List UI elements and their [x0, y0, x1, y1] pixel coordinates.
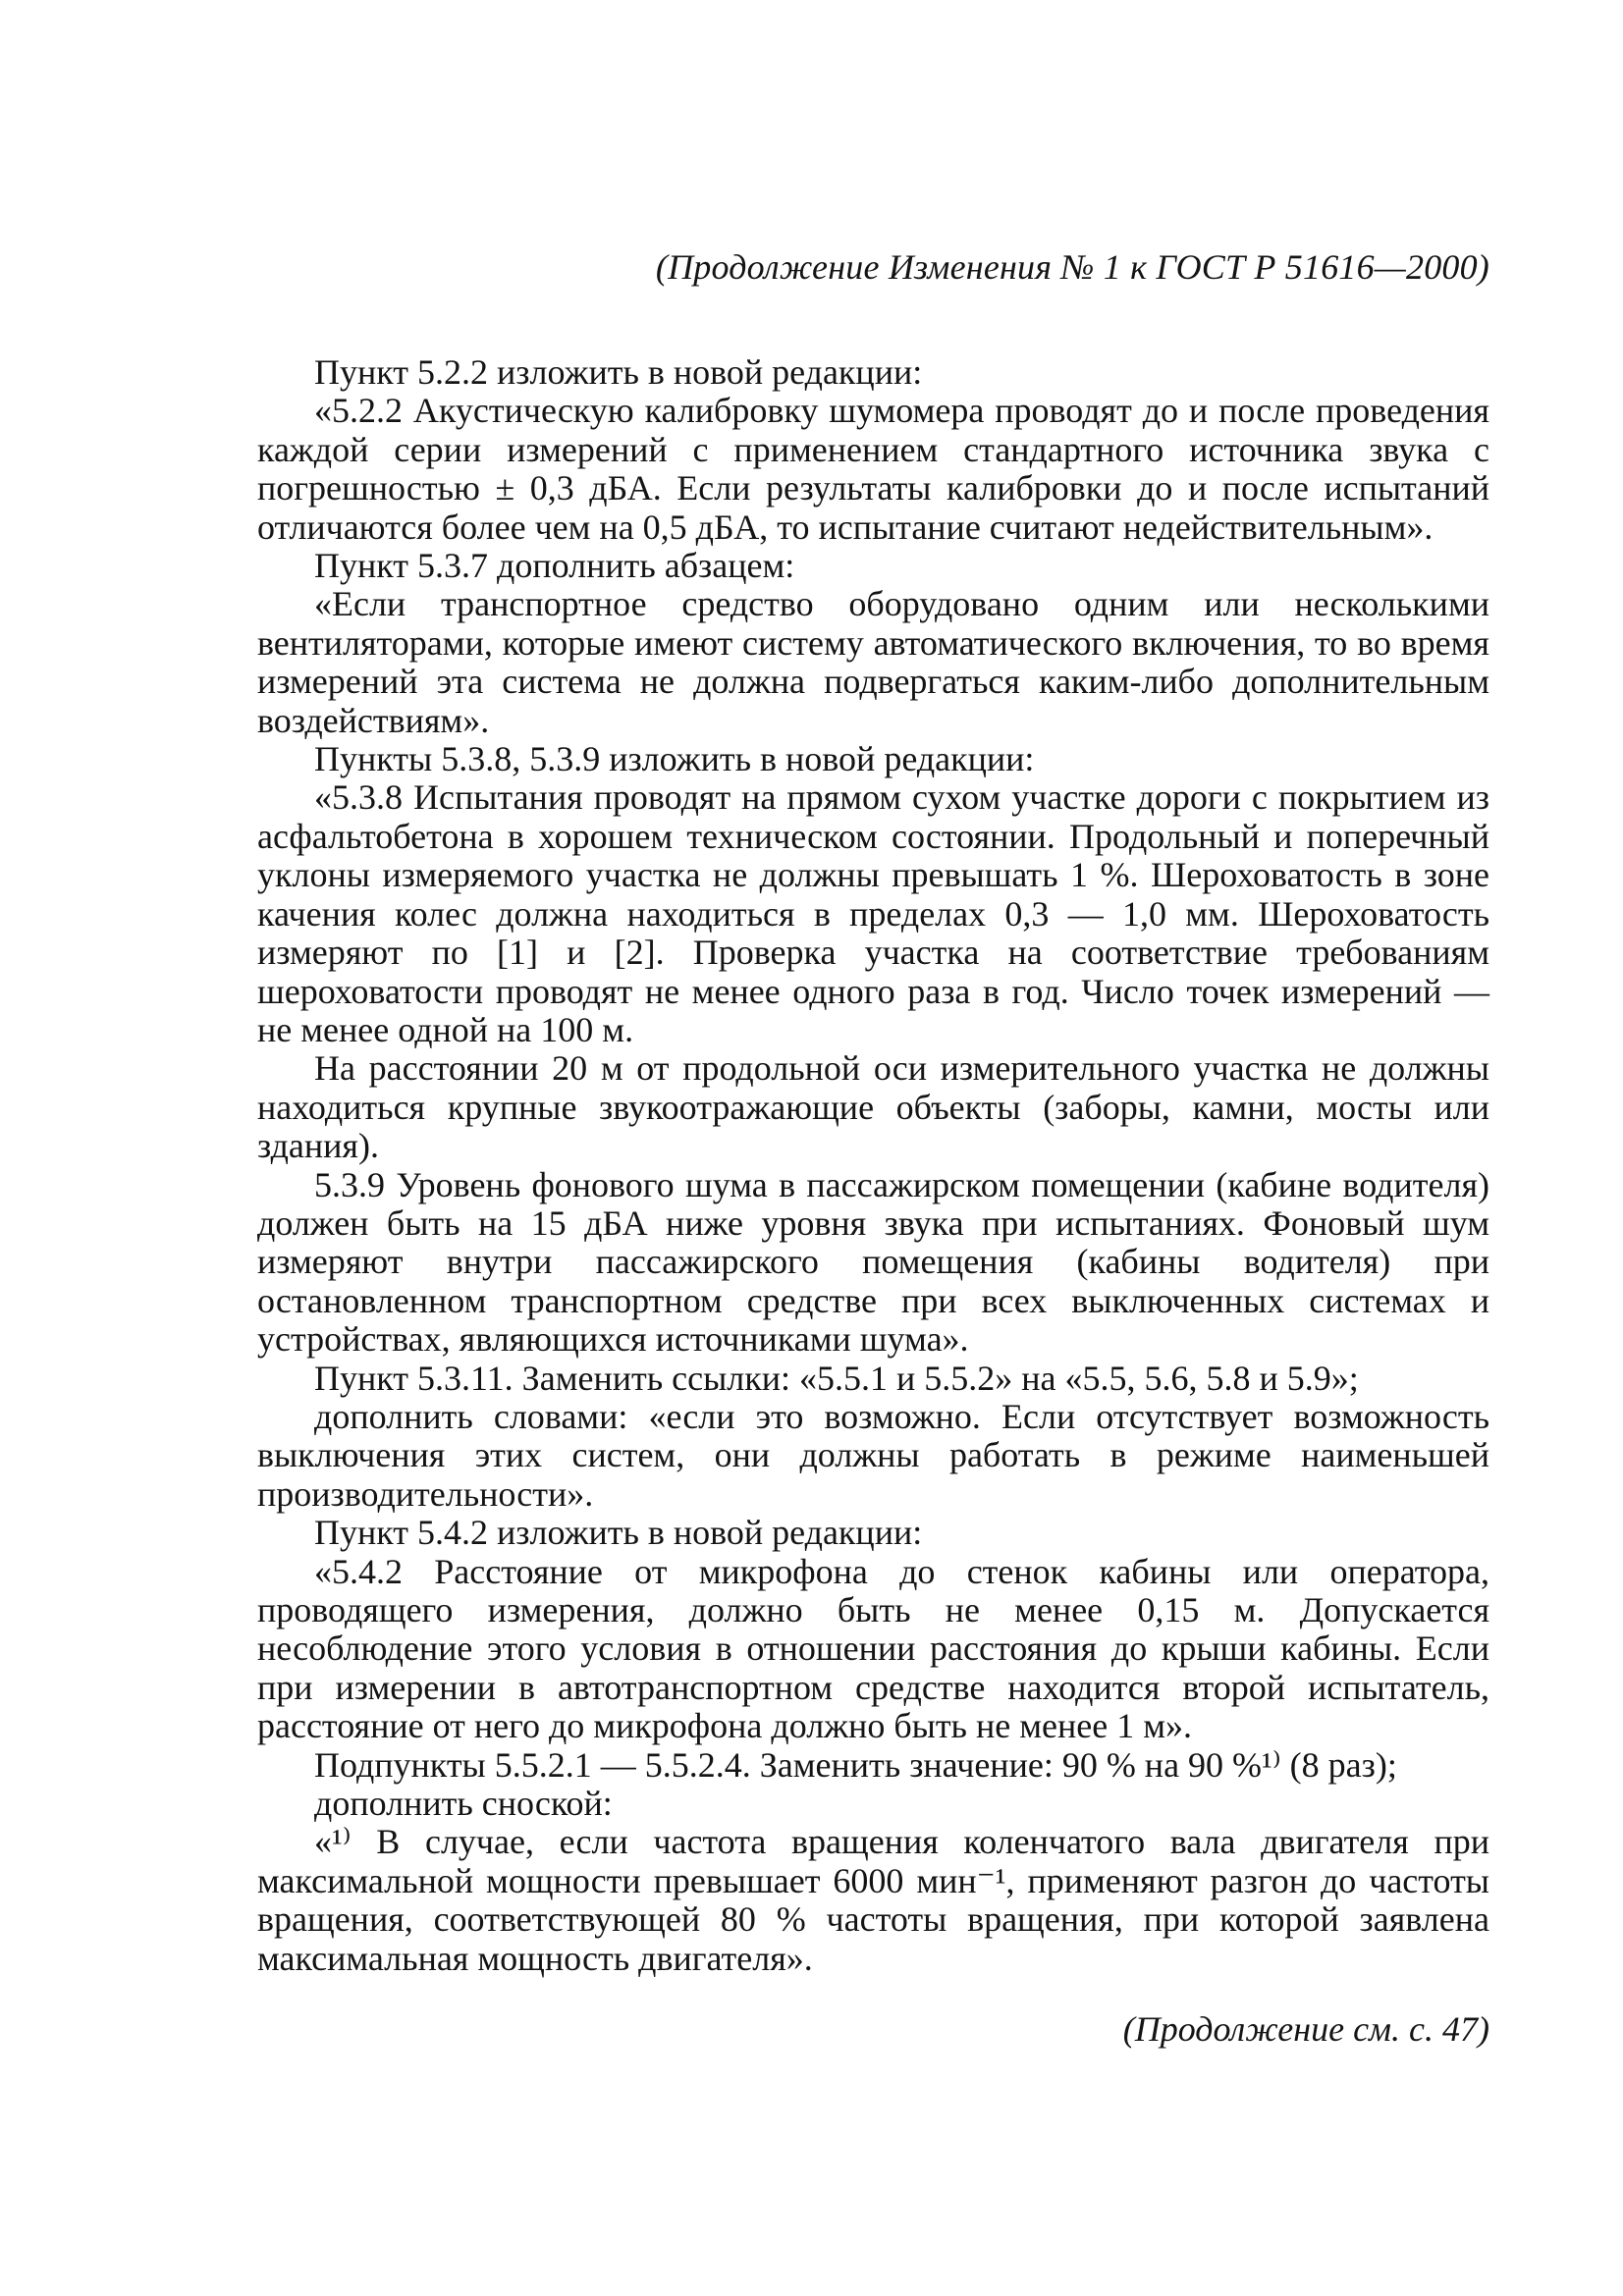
document-page: [257, 245, 1489, 2051]
paragraph: Пункт 5.3.7 дополнить абзацем:: [314, 546, 795, 586]
continuation-footer: (Продолжение см. с. 47): [1122, 2009, 1489, 2050]
document-body: [257, 353, 1489, 1978]
paragraph: Пункт 5.3.11. Заменить ссылки: «5.5.1 и 5.5.2» на «5.5, 5.6, 5.8 и 5.9»;: [314, 1358, 1359, 1398]
paragraph: «5.4.2 Расстояние от микрофона до стенок кабины или оператора, проводящего измерения, должно быть не менее 0,15 м. Допускается несоблюдение этого условия в отношении расстояния до крыши кабины. Если при измерении в автотранспортном средстве находится второй испытатель, расстояние от него до микрофона должно быть не менее 1 м».: [257, 1551, 1489, 1746]
paragraph: Пункт 5.4.2 изложить в новой редакции:: [314, 1513, 923, 1553]
paragraph: 5.3.9 Уровень фонового шума в пассажирском помещении (кабине водителя) должен быть на 15 дБА ниже уровня звука при испытаниях. Фоновый шум измеряют внутри пассажирского помещения (кабины водителя) при остановленном транспортном средстве при всех выключенных системах и устройствах, являющихся источниками шума».: [257, 1164, 1489, 1360]
continuation-header: (Продолжение Изменения № 1 к ГОСТ Р 51616—2000): [655, 247, 1489, 287]
footnote-paragraph: «¹⁾ В случае, если частота вращения коленчатого вала двигателя при максимальной мощности превышает 6000 мин⁻¹, применяют разгон до частоты вращения, соответствующей 80 % частоты вращения, при которой заявлена максимальная мощность двигателя».: [257, 1822, 1489, 1978]
paragraph: Подпункты 5.5.2.1 — 5.5.2.4. Заменить значение: 90 % на 90 %¹⁾ (8 раз);: [314, 1744, 1397, 1785]
paragraph: дополнить словами: «если это возможно. Если отсутствует возможность выключения этих систем, они должны работать в режиме наименьшей производительности».: [257, 1396, 1489, 1514]
paragraph: «5.3.8 Испытания проводят на прямом сухом участке дороги с покрытием из асфальтобетона в хорошем техническом состоянии. Продольный и поперечный уклоны измеряемого участка не должны превышать 1 %. Шероховатость в зоне качения колес должна находиться в пределах 0,3 — 1,0 мм. Шероховатость измеряют по [1] и [2]. Проверка участка на соответствие требованиям шероховатости проводят не менее одного раза в год. Число точек измерений — не менее одной на 100 м.: [257, 777, 1489, 1049]
paragraph: На расстоянии 20 м от продольной оси измерительного участка не должны находиться крупные звукоотражающие объекты (заборы, камни, мосты или здания).: [257, 1048, 1489, 1166]
paragraph: «Если транспортное средство оборудовано одним или несколькими вентиляторами, которые имеют систему автоматического включения, то во время измерений эта система не должна подвергаться каким-либо дополнительным воздействиям».: [257, 584, 1489, 740]
paragraph: «5.2.2 Акустическую калибровку шумомера проводят до и после проведения каждой серии измерений с применением стандартного источника звука с погрешностью ± 0,3 дБА. Если результаты калибровки до и после испытаний отличаются более чем на 0,5 дБА, то испытание считают недействительным».: [257, 391, 1489, 547]
paragraph: Пункты 5.3.8, 5.3.9 изложить в новой редакции:: [314, 739, 1035, 779]
paragraph: дополнить сноской:: [314, 1784, 613, 1824]
paragraph: Пункт 5.2.2 изложить в новой редакции:: [314, 352, 923, 392]
